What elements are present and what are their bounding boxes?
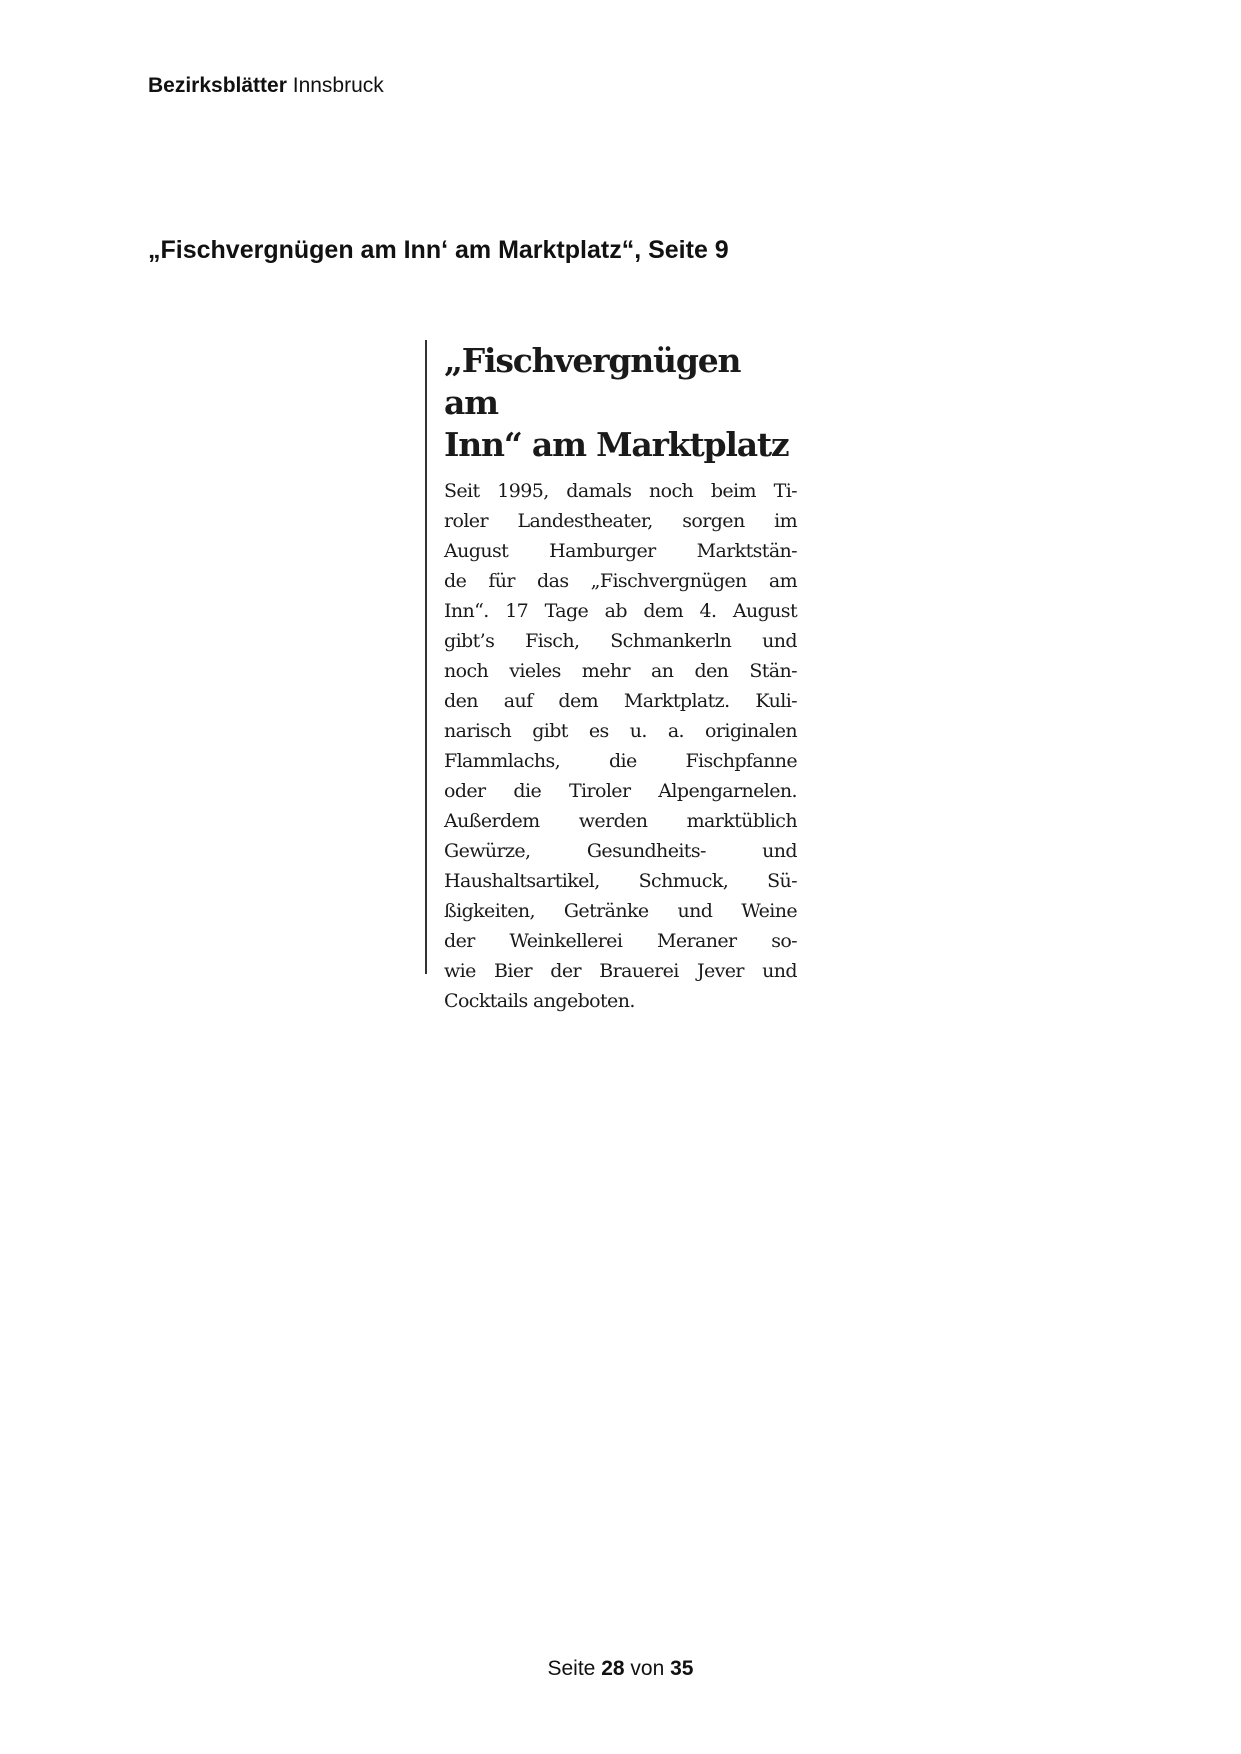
page-label: Seite — [547, 1657, 596, 1680]
page-footer — [0, 1657, 1241, 1681]
body-line: narisch gibt es u. a. originalen — [444, 720, 797, 742]
body-line: den auf dem Marktplatz. Kuli- — [444, 690, 797, 712]
body-line: Haushaltsartikel, Schmuck, Sü- — [444, 870, 797, 892]
headline-line: Inn“ am Marktplatz — [444, 425, 789, 464]
body-line: Außerdem werden marktüblich — [444, 810, 797, 832]
body-line: de für das „Fischvergnügen am — [444, 570, 797, 592]
body-line: Flammlachs, die Fischpfanne — [444, 750, 797, 772]
body-line: August Hamburger Marktstän- — [444, 540, 797, 562]
total-page-count: 35 — [670, 1657, 694, 1680]
body-line: Gewürze, Gesundheits- und — [444, 840, 797, 862]
body-line: Cocktails angeboten. — [444, 990, 635, 1012]
body-line: ßigkeiten, Getränke und Weine — [444, 900, 797, 922]
headline-line: „Fischvergnügen am — [444, 341, 741, 422]
newspaper-clipping — [425, 340, 797, 1012]
clipping-body — [444, 476, 797, 1016]
document-title: „Fischvergnügen am Inn‘ am Marktplatz“, Seite 9 — [148, 236, 729, 264]
body-line: roler Landestheater, sorgen im — [444, 510, 797, 532]
body-line: wie Bier der Brauerei Jever und — [444, 960, 797, 982]
body-line: noch vieles mehr an den Stän- — [444, 660, 797, 682]
clipping-headline — [444, 340, 797, 466]
body-line: Seit 1995, damals noch beim Ti- — [444, 480, 797, 502]
publication-name: Bezirksblätter — [148, 74, 287, 97]
page-header — [148, 74, 384, 98]
body-line: der Weinkellerei Meraner so- — [444, 930, 797, 952]
body-line: Inn“. 17 Tage ab dem 4. August — [444, 600, 797, 622]
current-page-number: 28 — [601, 1657, 625, 1680]
body-line: oder die Tiroler Alpengarnelen. — [444, 780, 797, 802]
page-separator: von — [630, 1657, 665, 1680]
edition-name: Innsbruck — [292, 74, 384, 97]
body-line: gibt’s Fisch, Schmankerln und — [444, 630, 797, 652]
